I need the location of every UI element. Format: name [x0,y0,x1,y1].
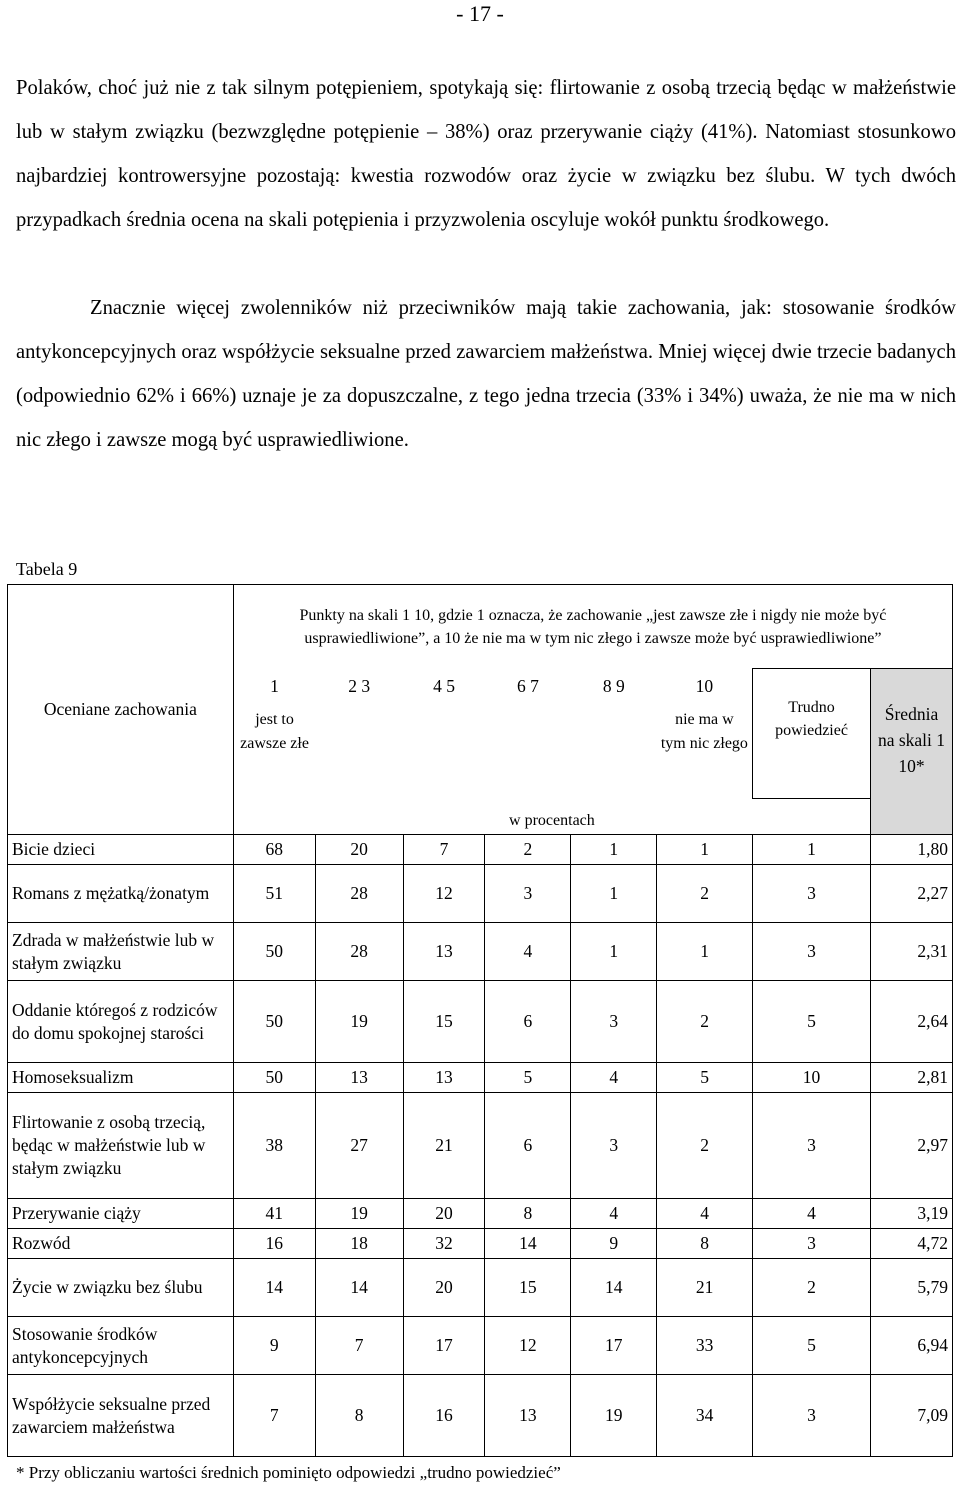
row-percent-value: 28 [315,865,403,923]
header-unit: w procentach [233,799,870,835]
row-percent-value: 9 [571,1229,657,1259]
header-col-6-desc: nie ma w tym nic złego [660,710,748,752]
header-col-1-number: 1 [270,675,279,696]
row-percent-value: 14 [485,1229,571,1259]
row-mean-value: 6,94 [870,1317,952,1375]
row-percent-value: 2 [485,835,571,865]
header-col-1-desc: jest to zawsze złe [240,710,309,752]
paragraph-2: Znacznie więcej zwolenników niż przeciwników mają takie zachowania, jak: stosowanie środków antykoncepcyjnych oraz współżycie seksualne przed zawarciem małżeństwa. Mniej więcej dwie trzecie badanych (odpowiednio 62% i 66%) uznaje je za dopuszczalne, z tego jedna trzecia (33% i 34%) uważa, że nie ma w nich nic złego i zawsze mogą być usprawiedliwione. [16,297,956,451]
row-percent-value: 3 [753,1229,871,1259]
row-percent-value: 4 [485,923,571,981]
row-mean-value: 2,81 [870,1063,952,1093]
row-percent-value: 17 [571,1317,657,1375]
row-percent-value: 1 [571,865,657,923]
row-percent-value: 2 [657,981,753,1063]
row-mean-value: 1,80 [870,835,952,865]
table-caption: Tabela 9 [16,559,78,579]
row-percent-value: 19 [315,1199,403,1229]
row-percent-value: 3 [753,1375,871,1457]
row-percent-value: 8 [485,1199,571,1229]
row-percent-value: 3 [571,981,657,1063]
row-percent-value: 6 [485,1093,571,1199]
row-percent-value: 21 [657,1259,753,1317]
table-row [8,1259,953,1317]
header-hard-to-say: Trudno powiedzieć [753,669,871,799]
row-percent-value: 13 [485,1375,571,1457]
row-percent-value: 4 [657,1199,753,1229]
row-percent-value: 3 [571,1093,657,1199]
row-percent-value: 1 [753,835,871,865]
row-percent-value: 34 [657,1375,753,1457]
row-percent-value: 1 [571,835,657,865]
row-percent-value: 5 [753,1317,871,1375]
row-percent-value: 68 [233,835,315,865]
row-percent-value: 20 [403,1259,485,1317]
row-percent-value: 3 [485,865,571,923]
row-mean-value: 2,27 [870,865,952,923]
header-behaviors: Oceniane zachowania [8,585,234,835]
table-row [8,1317,953,1375]
row-percent-value: 50 [233,981,315,1063]
row-percent-value: 27 [315,1093,403,1199]
row-percent-value: 4 [571,1063,657,1093]
row-mean-value: 7,09 [870,1375,952,1457]
row-percent-value: 32 [403,1229,485,1259]
row-percent-value: 15 [485,1259,571,1317]
row-percent-value: 19 [315,981,403,1063]
row-percent-value: 5 [657,1063,753,1093]
table-row [8,835,953,865]
row-percent-value: 10 [753,1063,871,1093]
row-label: Życie w związku bez ślubu [8,1259,234,1317]
table-row [8,1199,953,1229]
row-percent-value: 7 [233,1375,315,1457]
header-col-2: 2 3 [348,675,371,696]
row-percent-value: 51 [233,865,315,923]
header-col-6 [657,669,753,799]
row-percent-value: 21 [403,1093,485,1199]
row-percent-value: 8 [657,1229,753,1259]
header-col-1 [233,669,315,799]
table-row [8,923,953,981]
row-mean-value: 3,19 [870,1199,952,1229]
row-label: Flirtowanie z osobą trzecią, będąc w małżeństwie lub w stałym związku [8,1093,234,1199]
row-percent-value: 20 [315,835,403,865]
row-percent-value: 2 [657,1093,753,1199]
row-mean-value: 2,31 [870,923,952,981]
page-number: - 17 - [456,1,504,26]
row-percent-value: 18 [315,1229,403,1259]
row-percent-value: 19 [571,1375,657,1457]
row-percent-value: 20 [403,1199,485,1229]
row-label: Stosowanie środków antykoncepcyjnych [8,1317,234,1375]
row-percent-value: 8 [315,1375,403,1457]
row-label: Romans z mężatką/żonatym [8,865,234,923]
row-label: Bicie dzieci [8,835,234,865]
table-row [8,1063,953,1093]
row-percent-value: 13 [315,1063,403,1093]
row-percent-value: 3 [753,923,871,981]
row-percent-value: 4 [753,1199,871,1229]
row-percent-value: 9 [233,1317,315,1375]
row-percent-value: 16 [233,1229,315,1259]
row-percent-value: 3 [753,865,871,923]
row-percent-value: 14 [571,1259,657,1317]
row-percent-value: 5 [485,1063,571,1093]
row-percent-value: 4 [571,1199,657,1229]
table-row [8,1093,953,1199]
row-percent-value: 28 [315,923,403,981]
row-percent-value: 14 [233,1259,315,1317]
row-percent-value: 1 [571,923,657,981]
row-percent-value: 2 [657,865,753,923]
row-percent-value: 1 [657,923,753,981]
header-mean: Średnia na skali 1 10* [870,669,952,835]
row-percent-value: 12 [403,865,485,923]
row-percent-value: 13 [403,923,485,981]
row-percent-value: 14 [315,1259,403,1317]
table-body [8,835,953,1457]
header-col-5: 8 9 [602,675,625,696]
row-percent-value: 2 [753,1259,871,1317]
row-percent-value: 7 [315,1317,403,1375]
row-percent-value: 3 [753,1093,871,1199]
table-row [8,1375,953,1457]
row-percent-value: 41 [233,1199,315,1229]
row-label: Przerywanie ciąży [8,1199,234,1229]
row-label: Homoseksualizm [8,1063,234,1093]
header-scale-description: Punkty na skali 1 10, gdzie 1 oznacza, że zachowanie „jest zawsze złe i nigdy nie może być usprawiedliwione”, a 10 że nie ma w tym nic złego i zawsze może być usprawiedliwione” [233,585,952,669]
table-row [8,865,953,923]
row-label: Zdrada w małżeństwie lub w stałym związku [8,923,234,981]
row-percent-value: 12 [485,1317,571,1375]
row-percent-value: 15 [403,981,485,1063]
paragraph-1: Polaków, choć już nie z tak silnym potępieniem, spotykają się: flirtowanie z osobą trzecią będąc w małżeństwie lub w stałym związku (bezwzględne potępienie – 38%) oraz przerywanie ciąży (41%). Natomiast stosunkowo najbardziej kontrowersyjne pozostają: kwestia rozwodów oraz życie w związku bez ślubu. W tych dwóch przypadkach średnia ocena na skali potępienia i przyzwolenia oscyluje wokół punktu środkowego. [16,77,956,231]
row-percent-value: 17 [403,1317,485,1375]
row-percent-value: 13 [403,1063,485,1093]
row-label: Współżycie seksualne przed zawarciem małżeństwa [8,1375,234,1457]
row-percent-value: 1 [657,835,753,865]
row-percent-value: 33 [657,1317,753,1375]
row-percent-value: 5 [753,981,871,1063]
row-label: Rozwód [8,1229,234,1259]
footnote: * Przy obliczaniu wartości średnich pominięto odpowiedzi „trudno powiedzieć” [16,1463,561,1482]
row-mean-value: 4,72 [870,1229,952,1259]
row-percent-value: 50 [233,1063,315,1093]
row-percent-value: 6 [485,981,571,1063]
table-row [8,1229,953,1259]
table-row [8,981,953,1063]
header-col-4: 6 7 [516,675,539,696]
row-mean-value: 2,97 [870,1093,952,1199]
header-col-3: 4 5 [433,675,455,696]
row-label: Oddanie któregoś z rodziców do domu spokojnej starości [8,981,234,1063]
row-percent-value: 16 [403,1375,485,1457]
header-col-6-number: 10 [695,675,714,696]
results-table [7,584,953,1457]
row-percent-value: 50 [233,923,315,981]
row-percent-value: 38 [233,1093,315,1199]
row-percent-value: 7 [403,835,485,865]
row-mean-value: 2,64 [870,981,952,1063]
row-mean-value: 5,79 [870,1259,952,1317]
